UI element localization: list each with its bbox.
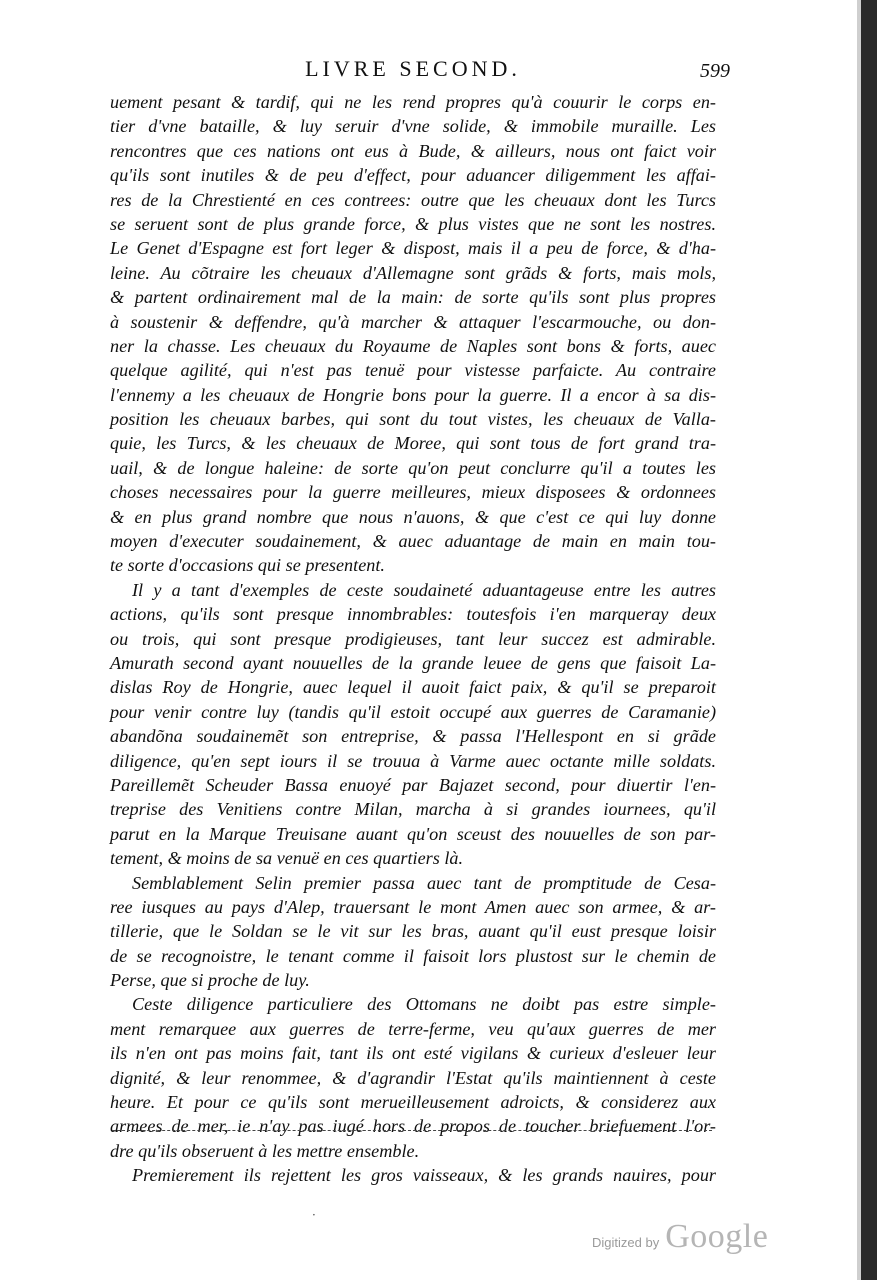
text-line: armees de mer, ie n'ay pas iugé hors de propos de toucher briefuement l'or- — [110, 1116, 716, 1137]
text-line: uement pesant & tardif, qui ne les rend propres qu'à couurir le corps en- — [110, 92, 716, 112]
body-text — [110, 90, 716, 1188]
text-line: ou trois, qui sont presque prodigieuses, tant leur succez est admirable. — [110, 628, 716, 649]
text-line: à soustenir & deffendre, qu'à marcher & attaquer l'escarmouche, ou don- — [110, 311, 716, 332]
text-line: ils n'en ont pas moins fait, tant ils ont esté vigilans & curieux d'esleuer leur — [110, 1043, 716, 1064]
text-line: dislas Roy de Hongrie, auec lequel il auoit faict paix, & qu'il se preparoit — [110, 677, 716, 698]
text-line: & en plus grand nombre que nous n'auons, & que c'est ce qui luy donne — [110, 506, 716, 527]
text-line: moyen d'executer soudainement, & auec aduantage de main en main tou- — [110, 531, 716, 552]
text-line: Le Genet d'Espagne est fort leger & dispost, mais il a peu de force, & d'ha- — [110, 238, 716, 259]
page-number: 599 — [700, 60, 730, 82]
text-line: dignité, & leur renommee, & d'agrandir l'Estat qu'ils maintiennent à ceste — [110, 1067, 716, 1088]
text-line: actions, qu'ils sont presque innombrables: toutesfois i'en marqueray deux — [110, 604, 716, 625]
text-line: heure. Et pour ce qu'ils sont merueilleusement adroicts, & considerez aux — [110, 1092, 716, 1113]
google-logo: Google — [665, 1218, 769, 1255]
text-line: quie, les Turcs, & les cheuaux de Moree, qui sont tous de fort grand tra- — [110, 433, 716, 454]
text-line: se seruent sont de plus grande force, & plus vistes que ne sont les nostres. — [110, 213, 716, 234]
text-line: choses necessaires pour la guerre meilleures, mieux disposees & ordonnees — [110, 482, 716, 503]
paragraph-start: Premierement ils rejettent les gros vaisseaux, & les grands nauires, pour — [132, 1165, 716, 1186]
running-head: LIVRE SECOND. — [305, 56, 521, 81]
text-line: res de la Chrestienté en ces contrees: outre que les cheuaux dont les Turcs — [110, 189, 716, 210]
ink-speck: · — [312, 1208, 316, 1222]
text-line: ree iusques au pays d'Alep, trauersant le mont Amen auec son armee, & ar- — [110, 896, 716, 917]
text-line: & partent ordinairement mal de la main: de sorte qu'ils sont plus propres — [110, 287, 716, 308]
paragraph-start: Il y a tant d'exemples de ceste soudaineté aduantageuse entre les autres — [132, 579, 716, 600]
text-line: ner la chasse. Les cheuaux du Royaume de Naples sont bons & forts, auec — [110, 335, 716, 356]
text-line: rencontres que ces nations ont eus à Bude, & ailleurs, nous ont faict voir — [110, 140, 716, 161]
text-line: Perse, que si proche de luy. — [110, 970, 310, 991]
paragraph-start: Semblablement Selin premier passa auec tant de promptitude de Cesa- — [132, 872, 716, 893]
text-line: dre qu'ils obseruent à les mettre ensemble. — [110, 1140, 420, 1161]
watermark-label: Digitized by — [592, 1235, 660, 1250]
text-line: Amurath second ayant nouuelles de la grande leuee de gens que faisoit La- — [110, 652, 716, 673]
text-line: qu'ils sont inutiles & de peu d'effect, pour aduancer diligemment les affai- — [110, 165, 716, 186]
text-line: quelque agilité, qui n'est pas tenuë pour vistesse parfaicte. Au contraire — [110, 360, 716, 381]
text-line: treprise des Venitiens contre Milan, marcha à si grandes iournees, qu'il — [110, 799, 716, 820]
page-edge — [861, 0, 877, 1280]
text-line: l'ennemy a les cheuaux de Hongrie bons pour la guerre. Il a encor à sa dis- — [110, 384, 716, 405]
text-line: te sorte d'occasions qui se presentent. — [110, 555, 385, 576]
text-line: abandõna soudainemẽt son entreprise, & passa l'Hellespont en si grãde — [110, 726, 716, 747]
page-header — [108, 56, 730, 92]
text-line: diligence, qu'en sept iours il se trouua à Varme auec octante mille soldats. — [110, 750, 716, 771]
text-line: tier d'vne bataille, & luy seruir d'vne solide, & immobile muraille. Les — [110, 116, 716, 137]
text-line: tillerie, que le Soldan se le vit sur les bras, auant qu'il eust presque loisir — [110, 921, 716, 942]
text-line: parut en la Marque Treuisane auant qu'on sceust des nouuelles de son par- — [110, 823, 716, 844]
text-line: de se recognoistre, le tenant comme il faisoit lors plustost sur le chemin de — [110, 945, 716, 966]
text-line: ment remarquee aux guerres de terre-ferme, veu qu'aux guerres de mer — [110, 1018, 716, 1039]
text-line: Pareillemẽt Scheuder Bassa enuoyé par Bajazet second, pour diuertir l'en- — [110, 774, 716, 795]
text-line: position les cheuaux barbes, qui sont du tout vistes, les cheuaux de Valla- — [110, 409, 716, 430]
underline-rule — [112, 1130, 712, 1131]
digitized-watermark — [592, 1218, 768, 1256]
paragraph-start: Ceste diligence particuliere des Ottomans ne doibt pas estre simple- — [132, 994, 716, 1015]
text-line: leine. Au cõtraire les cheuaux d'Allemagne sont grãds & forts, mais mols, — [110, 262, 716, 283]
text-line: pour venir contre luy (tandis qu'il estoit occupé aux guerres de Caramanie) — [110, 701, 716, 722]
text-line: uail, & de longue haleine: de sorte qu'on peut conclurre qu'il a toutes les — [110, 457, 716, 478]
text-line: tement, & moins de sa venuë en ces quartiers là. — [110, 848, 464, 869]
